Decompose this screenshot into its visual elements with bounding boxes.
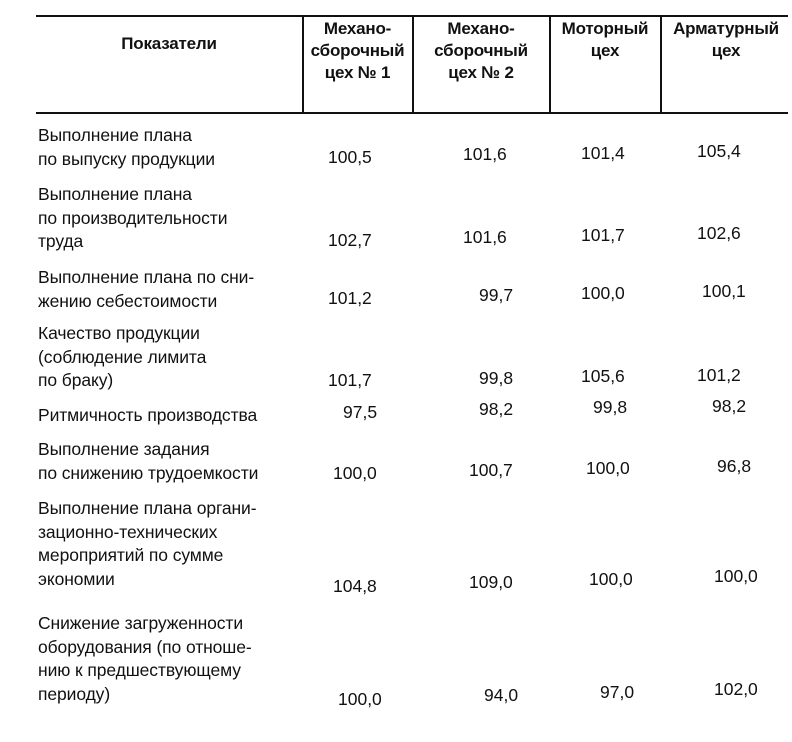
table-cell: 100,0 (333, 463, 377, 483)
row-label: Ритмичность производства (38, 405, 258, 425)
table-cell: 98,2 (479, 399, 514, 419)
table-cell: 99,7 (479, 285, 514, 305)
table-cell: 100,0 (589, 569, 633, 589)
table-cell: 100,0 (338, 689, 382, 709)
header-motor-workshop: Моторный цех (561, 19, 649, 60)
table-cell: 102,7 (328, 230, 372, 250)
table-cell: 99,8 (479, 368, 514, 388)
table-cell: 105,4 (697, 141, 741, 161)
table-cell: 101,7 (328, 370, 372, 390)
table-cell: 94,0 (484, 685, 519, 705)
table-cell: 96,8 (717, 456, 752, 476)
table-cell: 100,7 (469, 460, 513, 480)
table-cell: 98,2 (712, 396, 747, 416)
row-label: Выполнение плана по сни- жению себестоимости (38, 267, 255, 311)
table-cell: 100,5 (328, 147, 372, 167)
table-cell: 104,8 (333, 576, 377, 596)
header-workshop-2: Механо- сборочный цех № 2 (434, 19, 528, 82)
header-fittings-workshop: Арматурный цех (673, 19, 779, 60)
table-cell: 97,0 (600, 682, 635, 702)
table-cell: 101,2 (697, 365, 741, 385)
table-cell: 109,0 (469, 572, 513, 592)
row-label: Качество продукции (соблюдение лимита по браку) (38, 323, 207, 391)
header-indicators: Показатели (121, 34, 217, 53)
table-cell: 101,4 (581, 143, 625, 163)
table-cell: 101,6 (463, 144, 507, 164)
row-label: Выполнение плана органи- зационно-технических мероприятий по сумме экономии (38, 498, 257, 589)
table-cell: 100,0 (586, 458, 630, 478)
table-cell: 101,2 (328, 288, 372, 308)
table-cell: 100,1 (702, 281, 746, 301)
table-cell: 100,0 (714, 566, 758, 586)
table-cell: 102,6 (697, 223, 741, 243)
table-cell: 101,6 (463, 227, 507, 247)
table-cell: 100,0 (581, 283, 625, 303)
table-cell: 105,6 (581, 366, 625, 386)
row-label: Выполнение плана по выпуску продукции (38, 125, 215, 169)
header-workshop-1: Механо- сборочный цех № 1 (310, 19, 405, 82)
table-cell: 99,8 (593, 397, 628, 417)
table-cell: 102,0 (714, 679, 758, 699)
row-label: Снижение загруженности оборудования (по отноше- нию к предшествующему периоду) (38, 613, 252, 704)
table-cell: 97,5 (343, 402, 378, 422)
table-cell: 101,7 (581, 225, 625, 245)
row-label: Выполнение задания по снижению трудоемкости (38, 439, 259, 483)
row-label: Выполнение плана по производительности труда (38, 184, 228, 252)
